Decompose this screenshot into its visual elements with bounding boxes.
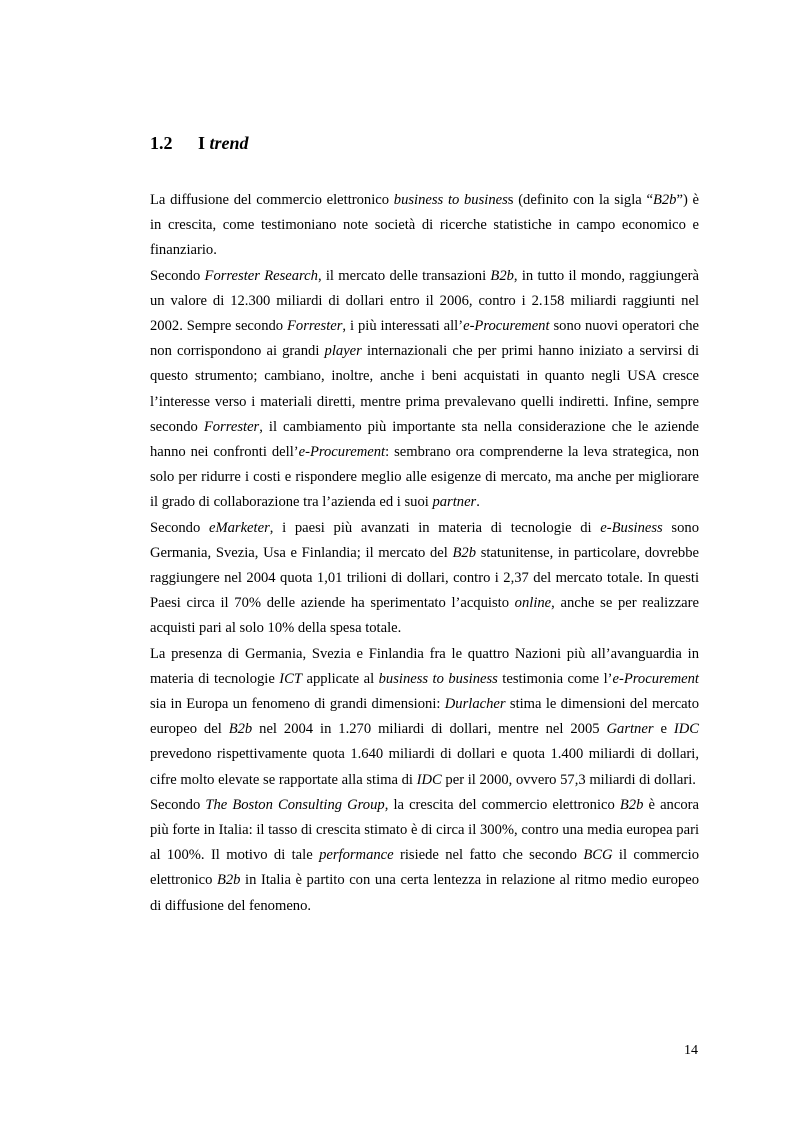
paragraph [150, 516, 699, 642]
text-run: prevedono rispettivamente quota 1.640 miliardi di dollari e quota 1.400 miliardi di dollari, cifre molto elevate se rapportate alla stima di [150, 746, 699, 788]
text-run: , il cambiamento più importante sta nella considerazione che le aziende hanno nei confronti dell’ [150, 418, 699, 461]
italic-term: eMarketer [208, 519, 270, 536]
italic-term: e-Procurement [298, 444, 386, 461]
text-run: internazionali che per primi hanno iniziato a servirsi di questo strumento; cambiano, inoltre, anche i beni acquistati in quanto negli USA cresce l’interesse verso i materiali diretti, mentre prima prevalevano quelli indiretti. Infine, sempre secondo [150, 343, 699, 435]
text-run: , anche se per realizzare acquisti pari al solo 10% della spesa totale. [150, 595, 699, 637]
body-text [150, 188, 699, 919]
text-run: ”) è in crescita, come testimoniano note società di ricerche statistiche in campo economico e finanziario. [150, 192, 699, 259]
italic-term: B2b [228, 721, 253, 738]
italic-term: business to busines [393, 192, 508, 208]
text-run: Secondo [150, 519, 209, 536]
paragraph [150, 793, 699, 919]
text-run: , la crescita del commercio elettronico [384, 796, 620, 813]
italic-term: player [324, 343, 362, 360]
italic-term: online [514, 595, 552, 612]
text-run: , i paesi più avanzati in materia di tecnologie di [269, 519, 601, 536]
text-run: : sembrano ora comprenderne la leva strategica, non solo per ridurre i costi e rispondere meglio alle esigenze di mercato, ma anche per migliorare il grado di collaborazione tra l’azienda ed i suoi [150, 444, 699, 511]
italic-term: e-Procurement [612, 670, 699, 687]
paragraph [150, 642, 699, 793]
text-run: La presenza di Germania, Svezia e Finlandia fra le quattro Nazioni più all’avanguardia in materia di tecnologie [150, 645, 699, 687]
italic-term: BCG [583, 847, 613, 864]
text-run: stima le dimensioni del mercato europeo del [150, 696, 700, 738]
text-run: sono Germania, Svezia, Usa e Finlandia; il mercato del [150, 519, 699, 561]
text-run: è ancora più forte in Italia: il tasso di crescita stimato è di circa il 300%, contro una media europea pari al 100%. Il motivo di tale [150, 796, 699, 864]
italic-term: B2b [652, 192, 677, 208]
text-run: sia in Europa un fenomeno di grandi dimensioni: [150, 696, 445, 713]
italic-term: e-Business [600, 519, 663, 536]
text-run: applicate al [302, 670, 379, 687]
paragraph [150, 188, 699, 264]
text-run: , i più interessati all’ [342, 318, 464, 335]
text-run: Secondo [150, 796, 206, 813]
section-title-plain: I [198, 133, 210, 153]
text-run: Secondo [150, 267, 205, 284]
text-run: e [653, 721, 674, 738]
italic-term: performance [319, 847, 394, 864]
text-run: testimonia come l’ [497, 670, 613, 687]
text-run: , in tutto il mondo, raggiungerà un valore di 12.300 miliardi di dollari entro il 2006, contro i 2.158 miliardi raggiunti nel 2002. Sempre secondo [150, 267, 699, 335]
text-run: . [476, 494, 480, 511]
italic-term: Durlacher [444, 696, 506, 713]
italic-term: Forrester Research [204, 267, 318, 284]
text-run: in Italia è partito con una certa lentezza in relazione al ritmo medio europeo di diffusione del fenomeno. [150, 872, 699, 914]
paragraph [150, 264, 699, 516]
text-run: il commercio elettronico [150, 847, 699, 889]
italic-term: e-Procurement [463, 318, 550, 335]
text-run: s (definito con la sigla “ [507, 192, 653, 208]
text-run: statunitense, in particolare, dovrebbe raggiungere nel 2004 quota 1,01 trilioni di dollari, contro i 2,37 del mercato totale. In questi Paesi circa il 70% delle aziende ha sperimentato l’acquisto [150, 544, 699, 612]
text-run: per il 2000, ovvero 57,3 miliardi di dollari. [441, 771, 696, 788]
section-title-italic: trend [209, 133, 249, 153]
text-run: risiede nel fatto che secondo [393, 847, 584, 864]
page-number: 14 [684, 1043, 698, 1058]
italic-term: B2b [452, 544, 477, 561]
italic-term: B2b [490, 267, 514, 284]
text-run: La diffusione del commercio elettronico [150, 192, 394, 208]
section-heading [150, 131, 249, 155]
italic-term: IDC [416, 771, 442, 788]
text-run: , il mercato delle transazioni [317, 267, 491, 284]
italic-term: The Boston Consulting Group [205, 796, 385, 813]
section-number: 1.2 [150, 133, 173, 153]
italic-term: Forrester [287, 318, 343, 335]
italic-term: B2b [216, 872, 241, 889]
italic-term: ICT [279, 670, 303, 687]
italic-term: partner [432, 494, 477, 511]
italic-term: B2b [619, 796, 644, 813]
text-run: sono nuovi operatori che non corrispondono ai grandi [150, 318, 699, 360]
text-run: nel 2004 in 1.270 miliardi di dollari, mentre nel 2005 [252, 721, 607, 738]
italic-term: business to business [378, 670, 498, 687]
italic-term: Gartner [606, 721, 654, 738]
italic-term: Forrester [203, 418, 260, 435]
italic-term: IDC [673, 721, 699, 738]
